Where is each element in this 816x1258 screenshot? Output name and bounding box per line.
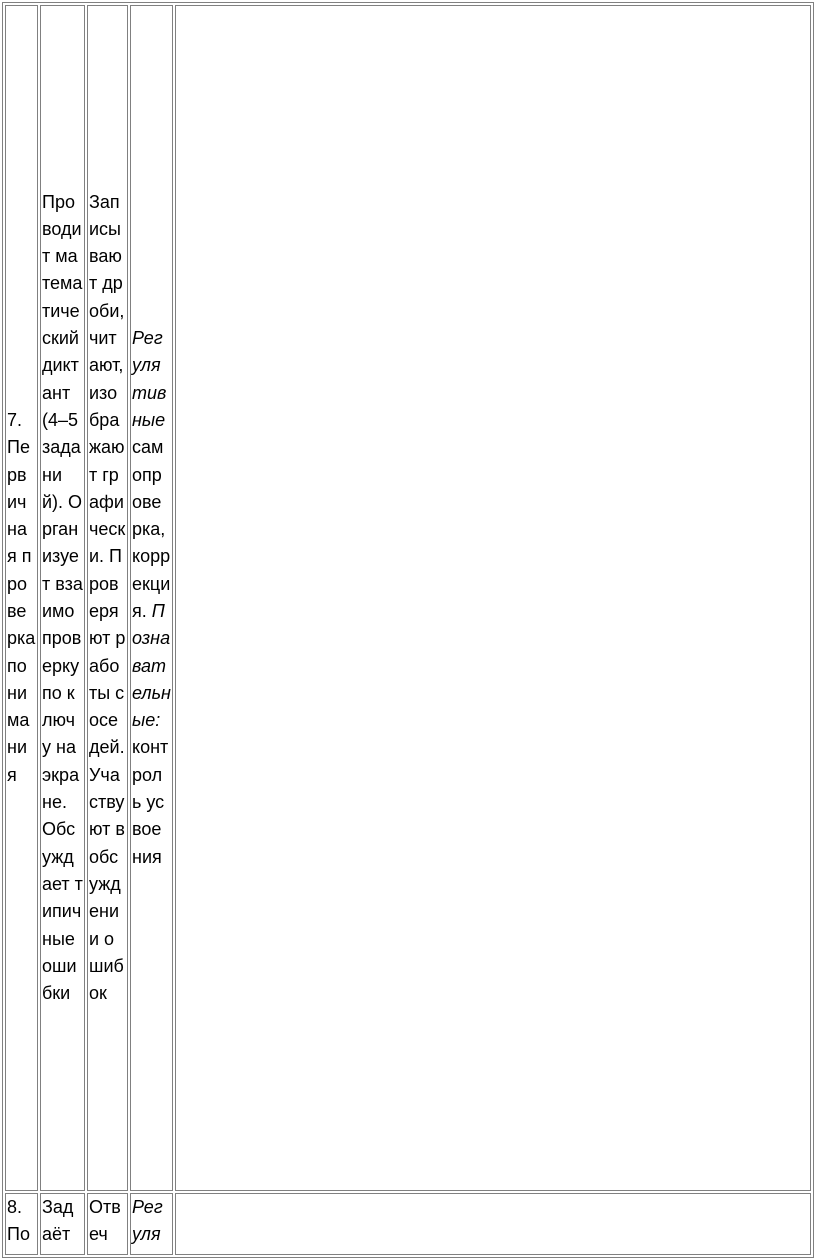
stage-label: 7. Первичная проверка понимания xyxy=(7,409,36,785)
regulative-label: Регулятивные xyxy=(132,328,167,430)
teacher-activity-text: Проводит математический диктант (4–5 заданий). Организует взаимопроверку по ключу на экране. Обсуждает типичные ошибки xyxy=(42,191,83,1004)
teacher-activity-cell xyxy=(40,5,85,1191)
notes-cell xyxy=(175,5,811,1191)
cognitive-label: Познавательные: xyxy=(132,601,171,731)
uud-cell xyxy=(130,5,173,1191)
stage-label: 8. По xyxy=(7,1197,30,1245)
teacher-activity-cell xyxy=(40,1193,85,1255)
student-activity-text: Отвеч xyxy=(89,1197,121,1245)
regulative-label: Регуля xyxy=(132,1197,163,1245)
teacher-activity-text: Задаёт xyxy=(42,1197,74,1245)
student-activity-cell xyxy=(87,1193,128,1255)
lesson-plan-table xyxy=(2,2,814,1258)
table-row xyxy=(5,5,811,1191)
table-row xyxy=(5,1193,811,1255)
stage-cell xyxy=(5,1193,38,1255)
student-activity-text: Записывают дроби, читают, изображают графически. Проверяют работы соседей. Участвуют в обсуждении ошибок xyxy=(89,191,126,1004)
student-activity-cell xyxy=(87,5,128,1191)
cognitive-text: контроль усвоения xyxy=(132,737,169,867)
uud-cell xyxy=(130,1193,173,1255)
stage-cell xyxy=(5,5,38,1191)
notes-cell xyxy=(175,1193,811,1255)
regulative-text: самопроверка, коррекция. xyxy=(132,437,171,621)
